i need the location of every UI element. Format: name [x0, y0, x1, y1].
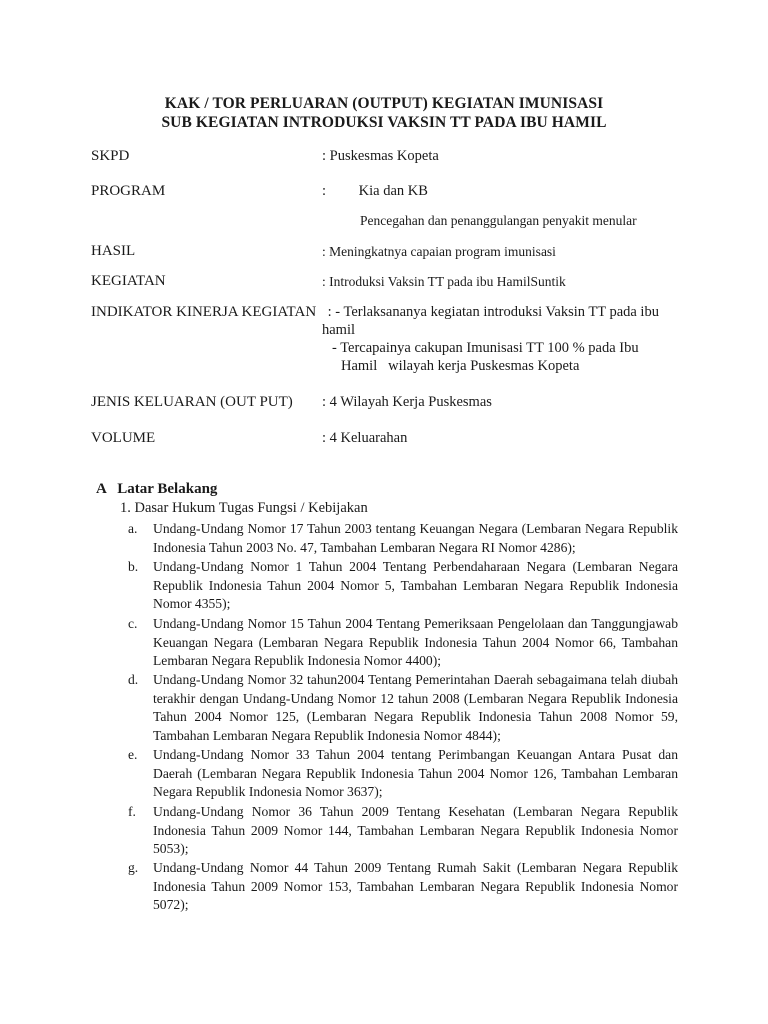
list-item	[128, 558, 678, 614]
kegiatan-value: : Introduksi Vaksin TT pada ibu HamilSuntik	[322, 274, 566, 289]
hasil-value: : Meningkatnya capaian program imunisasi	[322, 244, 556, 259]
list-item-text: Undang-Undang Nomor 44 Tahun 2009 Tentang Rumah Sakit (Lembaran Negara Republik Indonesia Tahun 2009 Nomor 153, Tambahan Lembaran Negara Republik Indonesia Nomor 5072);	[153, 860, 678, 913]
indikator-value-1-cont: hamil	[322, 322, 356, 338]
program-value: : Kia dan KB	[322, 183, 428, 199]
jenis-keluaran-value: : 4 Wilayah Kerja Puskesmas	[322, 394, 492, 410]
subsection-dasar-hukum: 1. Dasar Hukum Tugas Fungsi / Kebijakan	[120, 500, 368, 516]
list-item-marker: c.	[128, 616, 138, 631]
section-heading-latar-belakang: A Latar Belakang	[96, 481, 218, 497]
list-item-marker: b.	[128, 559, 139, 574]
skpd-label: SKPD	[91, 148, 130, 164]
program-label: PROGRAM	[91, 183, 166, 199]
list-item-text: Undang-Undang Nomor 1 Tahun 2004 Tentang Perbendaharaan Negara (Lembaran Negara Republik Indonesia Tahun 2004 Nomor 5, Tambahan Lembaran Negara Republik Indonesia Nomor 4355);	[153, 559, 678, 612]
list-item	[128, 615, 678, 671]
list-item-text: Undang-Undang Nomor 17 Tahun 2003 tentang Keuangan Negara (Lembaran Negara Republik Indonesia Tahun 2003 No. 47, Tambahan Lembaran Negara RI Nomor 4286);	[153, 521, 678, 555]
list-item-marker: g.	[128, 860, 139, 875]
list-item	[128, 671, 678, 746]
list-item	[128, 803, 678, 859]
list-item-marker: e.	[128, 747, 138, 762]
program-value-detail: Pencegahan dan penanggulangan penyakit menular	[360, 213, 637, 228]
hasil-label: HASIL	[91, 243, 136, 259]
jenis-keluaran-label: JENIS KELUARAN (OUT PUT)	[91, 394, 293, 410]
list-item-marker: f.	[128, 804, 136, 819]
list-item	[128, 746, 678, 802]
volume-value: : 4 Keluarahan	[322, 430, 408, 446]
list-item-text: Undang-Undang Nomor 32 tahun2004 Tentang Pemerintahan Daerah sebagaimana telah diubah terakhir dengan Undang-Undang Nomor 12 tahun 2008 (Lembaran Negara Republik Indonesia Tahun 2004 Nomor 125, (Lembaran Negara Republik Indonesia Tahun 2008 Nomor 59, Tambahan Lembaran Negara Republik Indonesia Nomor 4844);	[153, 672, 678, 744]
list-item	[128, 520, 678, 557]
indikator-label: INDIKATOR KINERJA KEGIATAN	[91, 304, 317, 320]
list-item-marker: d.	[128, 672, 139, 687]
indikator-value-2-cont: Hamil wilayah kerja Puskesmas Kopeta	[341, 358, 580, 374]
kegiatan-label: KEGIATAN	[91, 273, 166, 289]
indikator-value-1: : - Terlaksananya kegiatan introduksi Vaksin TT pada ibu	[324, 304, 659, 320]
indikator-value-2: - Tercapainya cakupan Imunisasi TT 100 % pada Ibu	[332, 340, 639, 356]
list-item-text: Undang-Undang Nomor 36 Tahun 2009 Tentang Kesehatan (Lembaran Negara Republik Indonesia Tahun 2009 Nomor 144, Tambahan Lembaran Negara Republik Indonesia Nomor 5053);	[153, 804, 678, 857]
list-item	[128, 859, 678, 915]
list-item-marker: a.	[128, 521, 138, 536]
skpd-value: : Puskesmas Kopeta	[322, 148, 439, 164]
list-item-text: Undang-Undang Nomor 15 Tahun 2004 Tentang Pemeriksaan Pengelolaan dan Tanggungjawab Keuangan Negara (Lembaran Negara Republik Indonesia Tahun 2004 Nomor 66, Tambahan Lembaran Negara Republik Indonesia Nomor 4400);	[153, 616, 678, 669]
list-item-text: Undang-Undang Nomor 33 Tahun 2004 tentang Perimbangan Keuangan Antara Pusat dan Daerah (Lembaran Negara Republik Indonesia Tahun 2004 Nomor 126, Tambahan Lembaran Negara Republik Indonesia Nomor 3637);	[153, 747, 678, 800]
document-title-line-1: KAK / TOR PERLUARAN (OUTPUT) KEGIATAN IMUNISASI	[164, 95, 604, 112]
document-title-line-2: SUB KEGIATAN INTRODUKSI VAKSIN TT PADA IBU HAMIL	[161, 114, 607, 131]
volume-label: VOLUME	[91, 430, 156, 446]
